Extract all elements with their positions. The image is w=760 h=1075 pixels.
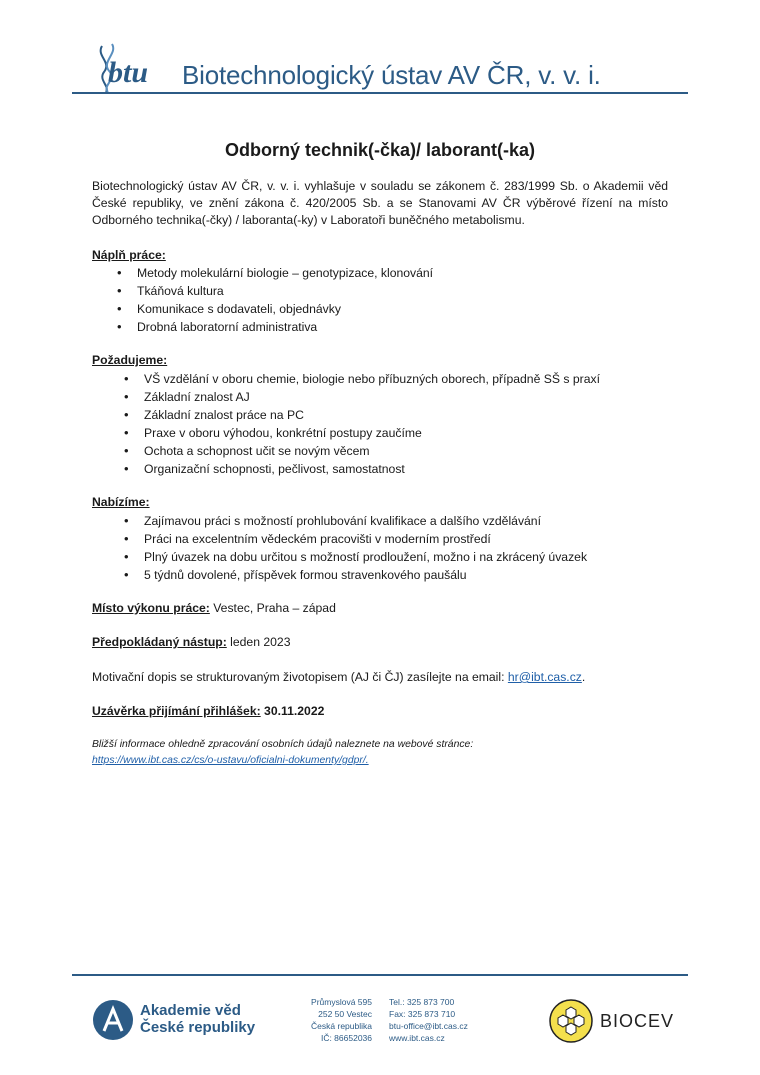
footer-address — [296, 996, 372, 1044]
list-item: • Plný úvazek na dobu určitou s možností prodloužení, možno i na zkrácený úvazek — [144, 548, 587, 566]
place-of-work-label: Místo výkonu práce: — [92, 601, 210, 615]
deadline — [92, 704, 324, 718]
start-date-label: Předpokládaný nástup: — [92, 635, 227, 649]
deadline-label: Uzávěrka přijímání přihlášek: — [92, 704, 261, 718]
intro-paragraph: Biotechnologický ústav AV ČR, v. v. i. vyhlašuje v souladu se zákonem č. 283/1999 Sb. o Akademii věd České republiky, ve znění zákona č. 420/2005 Sb. a se Stanovami AV ČR výběrové řízení na místo Odborného technika(-čky) / laboranta(-ky) v Laboratoři buněčného metabolismu. — [92, 179, 668, 227]
logo-text: btu — [108, 56, 149, 89]
email-link[interactable]: hr@ibt.cas.cz — [507, 670, 582, 684]
application-instructions — [92, 670, 585, 684]
btu-logo — [92, 38, 172, 94]
av-cr-logo-icon — [92, 999, 134, 1041]
list-item: • Zajímavou práci s možností prohlubování kvalifikace a dalšího vzdělávání — [144, 512, 587, 530]
contact-email[interactable]: btu-office@ibt.cas.cz — [389, 1021, 468, 1031]
document-title: Odborný technik(-čka)/ laborant(-ka) — [224, 140, 536, 160]
footer-divider — [72, 974, 688, 976]
biocev-logo-icon — [548, 999, 594, 1043]
list-item: • Ochota a schopnost učit se novým věcem — [144, 442, 600, 460]
list-item: • Praxe v oboru výhodou, konkrétní postupy zaučíme — [144, 424, 600, 442]
gdpr-link[interactable]: https://www.ibt.cas.cz/cs/o-ustavu/oficialni-dokumenty/gdpr/. — [92, 755, 369, 766]
list-item: • Metody molekulární biologie – genotypizace, klonování — [137, 264, 433, 282]
address-line: 252 50 Vestec — [318, 1009, 372, 1019]
address-line: IČ: 86652036 — [320, 1033, 372, 1043]
list-item: • Komunikace s dodavateli, objednávky — [137, 300, 433, 318]
contact-website[interactable]: www.ibt.cas.cz — [389, 1033, 445, 1043]
section-heading-pozadujeme: Požadujeme: — [92, 353, 168, 367]
av-cr-name — [140, 1002, 255, 1036]
nabizime-list — [144, 512, 587, 584]
start-date-value: leden 2023 — [226, 635, 291, 649]
sentence-end: . — [581, 670, 586, 684]
list-item: • Tkáňová kultura — [137, 282, 433, 300]
section-heading-napln: Náplň práce: — [92, 248, 166, 262]
dna-helix-icon — [101, 46, 107, 92]
list-item: • VŠ vzdělání v oboru chemie, biologie nebo příbuzných oborech, případně SŠ s praxí — [144, 370, 600, 388]
footer-contact — [389, 996, 468, 1044]
gdpr-text: Bližší informace ohledně zpracování osobních údajů naleznete na webové stránce: — [92, 739, 474, 750]
napln-list — [137, 264, 433, 336]
application-text: Motivační dopis se strukturovaným životopisem (AJ či ČJ) zasílejte na email: — [92, 670, 508, 684]
start-date — [92, 635, 290, 649]
gdpr-note — [92, 737, 473, 769]
address-line: Česká republika — [311, 1021, 372, 1031]
place-of-work-value: Vestec, Praha – západ — [209, 601, 336, 615]
list-item: • Práci na excelentním vědeckém pracovišti v moderním prostředí — [144, 530, 587, 548]
list-item: • Základní znalost AJ — [144, 388, 600, 406]
contact-fax: Fax: 325 873 710 — [389, 1009, 456, 1019]
header-divider — [72, 92, 688, 94]
av-name-line1: Akademie věd — [140, 1002, 241, 1019]
av-name-line2: České republiky — [140, 1019, 256, 1036]
list-item: • 5 týdnů dovolené, příspěvek formou stravenkového paušálu — [144, 566, 587, 584]
biocev-name: BIOCEV — [600, 1011, 675, 1031]
list-item: • Drobná laboratorní administrativa — [137, 318, 433, 336]
section-heading-nabizime: Nabízíme: — [92, 495, 150, 509]
place-of-work — [92, 601, 336, 615]
list-item: • Základní znalost práce na PC — [144, 406, 600, 424]
deadline-value: 30.11.2022 — [260, 704, 325, 718]
institute-name: Biotechnologický ústav AV ČR, v. v. i. — [182, 60, 601, 90]
address-line: Průmyslová 595 — [311, 997, 372, 1007]
pozadujeme-list — [144, 370, 600, 478]
list-item: • Organizační schopnosti, pečlivost, samostatnost — [144, 460, 600, 478]
contact-phone: Tel.: 325 873 700 — [389, 997, 455, 1007]
